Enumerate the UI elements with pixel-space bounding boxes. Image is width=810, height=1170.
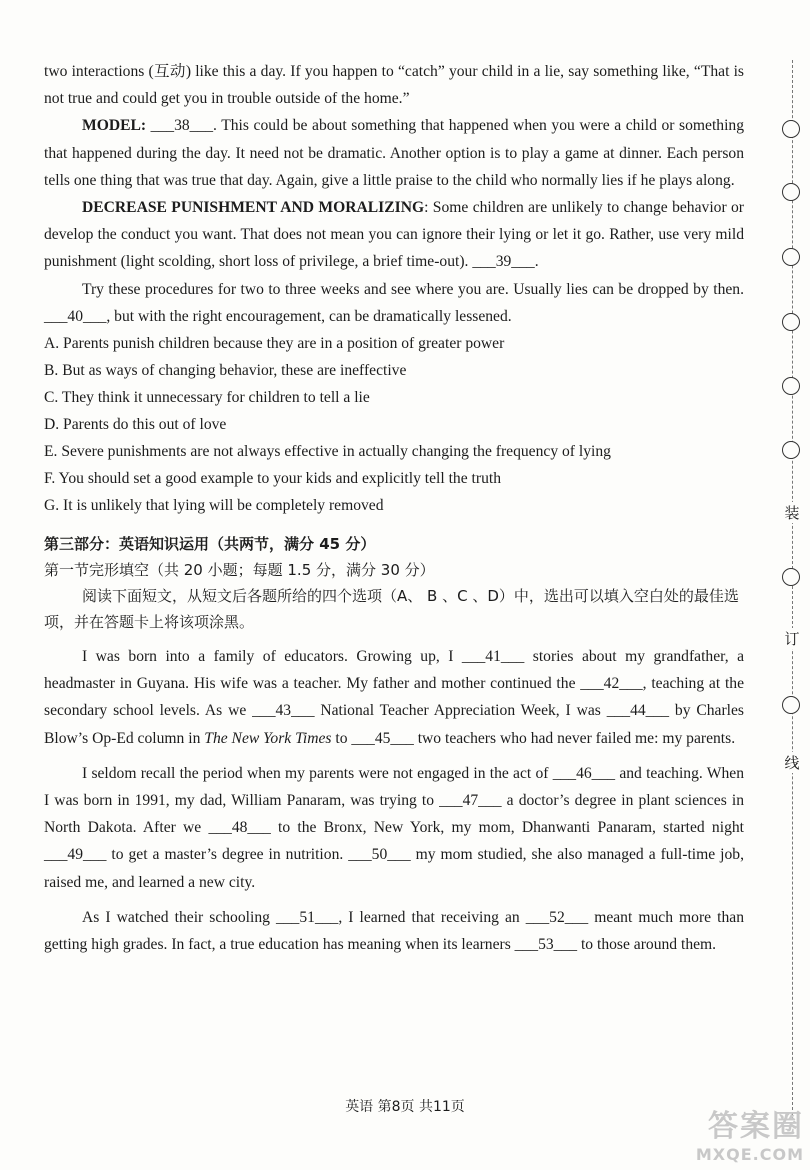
cloze-p1-text-end: to ___45___ two teachers who had never failed me: my parents. (331, 729, 736, 747)
section-title: 第三部分：英语知识运用（共两节，满分 45 分） (44, 535, 376, 554)
watermark-line2: MXQE.COM (695, 1145, 804, 1164)
option-a: A. Parents punish children because they are in a position of greater power (44, 335, 505, 353)
cloze-paragraph-2: I seldom recall the period when my parents were not engaged in the act of ___46___ and teaching. When I was born in 1991, my dad, William Panaram, was trying to ___47___ a doctor’s degree in plant sciences in North Dakota. After we ___48___ to the Bronx, New York, my mom, Dhanwanti Panaram, started night ___49___ to get a master’s degree in nutrition. ___50___ my mom studied, she also managed a full-time job, raised me, and learned a new city. (44, 764, 744, 891)
binding-hole-icon (782, 183, 800, 201)
option-f: F. You should set a good example to your kids and explicitly tell the truth (44, 470, 501, 488)
binding-char-xian: 线 (782, 752, 802, 773)
option-g: G. It is unlikely that lying will be completely removed (44, 497, 384, 515)
binding-char-ding: 订 (782, 628, 802, 649)
section-instruction: 阅读下面短文，从短文后各题所给的四个选项（A、 B 、C 、D）中，选出可以填入空白处的最佳选项，并在答题卡上将该项涂黑。 (44, 587, 739, 632)
binding-char-zhuang: 装 (782, 502, 802, 523)
option-b: B. But as ways of changing behavior, these are ineffective (44, 362, 407, 380)
binding-hole-icon (782, 120, 800, 138)
page-footer: 英语 第8页 共11页 (345, 1099, 465, 1115)
watermark-line1: 答案圈 (708, 1109, 804, 1144)
option-d: D. Parents do this out of love (44, 416, 227, 434)
binding-dashed-line (792, 60, 793, 1120)
model-text: ___38___. This could be about something that happened when you were a child or something that happened during the day. It need not be dramatic. Another option is to play a game at dinner. Each person tells one thing that was true that day. Again, give a little praise to the child who normally lies if he plays along. (44, 117, 744, 189)
options-list (44, 330, 744, 519)
model-heading: MODEL: (82, 117, 147, 135)
section-subtitle: 第一节完形填空（共 20 小题；每题 1.5 分，满分 30 分） (44, 561, 435, 580)
binding-hole-icon (782, 696, 800, 714)
watermark-logo (696, 1101, 804, 1164)
binding-margin (770, 0, 810, 1170)
paragraph-interactions: two interactions (互动) like this a day. If you happen to “catch” your child in a lie, say something like, “That is not true and could get you in trouble outside of the home.” (44, 63, 744, 108)
binding-hole-icon (782, 377, 800, 395)
option-e: E. Severe punishments are not always effective in actually changing the frequency of lying (44, 443, 611, 461)
binding-hole-icon (782, 248, 800, 266)
binding-hole-icon (782, 568, 800, 586)
binding-hole-icon (782, 441, 800, 459)
decrease-heading: DECREASE PUNISHMENT AND MORALIZING (82, 199, 425, 217)
paragraph-try-procedures: Try these procedures for two to three weeks and see where you are. Usually lies can be dropped by then. ___40___, but with the right encouragement, can be dramatically lessened. (44, 280, 744, 325)
newspaper-title: The New York Times (204, 729, 332, 747)
option-c: C. They think it unnecessary for children to tell a lie (44, 389, 370, 407)
cloze-p1-text: I was born into a family of educators. Growing up, I ___41___ stories about my grandfather, a headmaster in Guyana. His wife was a teacher. My father and mother continued the ___42___, teaching at the secondary school levels. As we ___43___ National Teacher Appreciation Week, I was ___44___ by Charles Blow’s Op-Ed column in (44, 648, 744, 747)
exam-page (44, 58, 744, 958)
paragraph-decrease-punishment (44, 194, 744, 276)
cloze-paragraph-1 (44, 643, 744, 752)
paragraph-model (44, 112, 744, 194)
binding-hole-icon (782, 313, 800, 331)
cloze-paragraph-3: As I watched their schooling ___51___, I learned that receiving an ___52___ meant much more than getting high grades. In fact, a true education has meaning when its learners ___53___ to those around them. (44, 908, 744, 954)
decrease-text: : Some children are unlikely to change behavior or develop the conduct you want. That does not mean you can ignore their lying or let it go. Rather, use very mild punishment (light scolding, short loss of privilege, a brief time-out). ___39___. (44, 199, 745, 271)
